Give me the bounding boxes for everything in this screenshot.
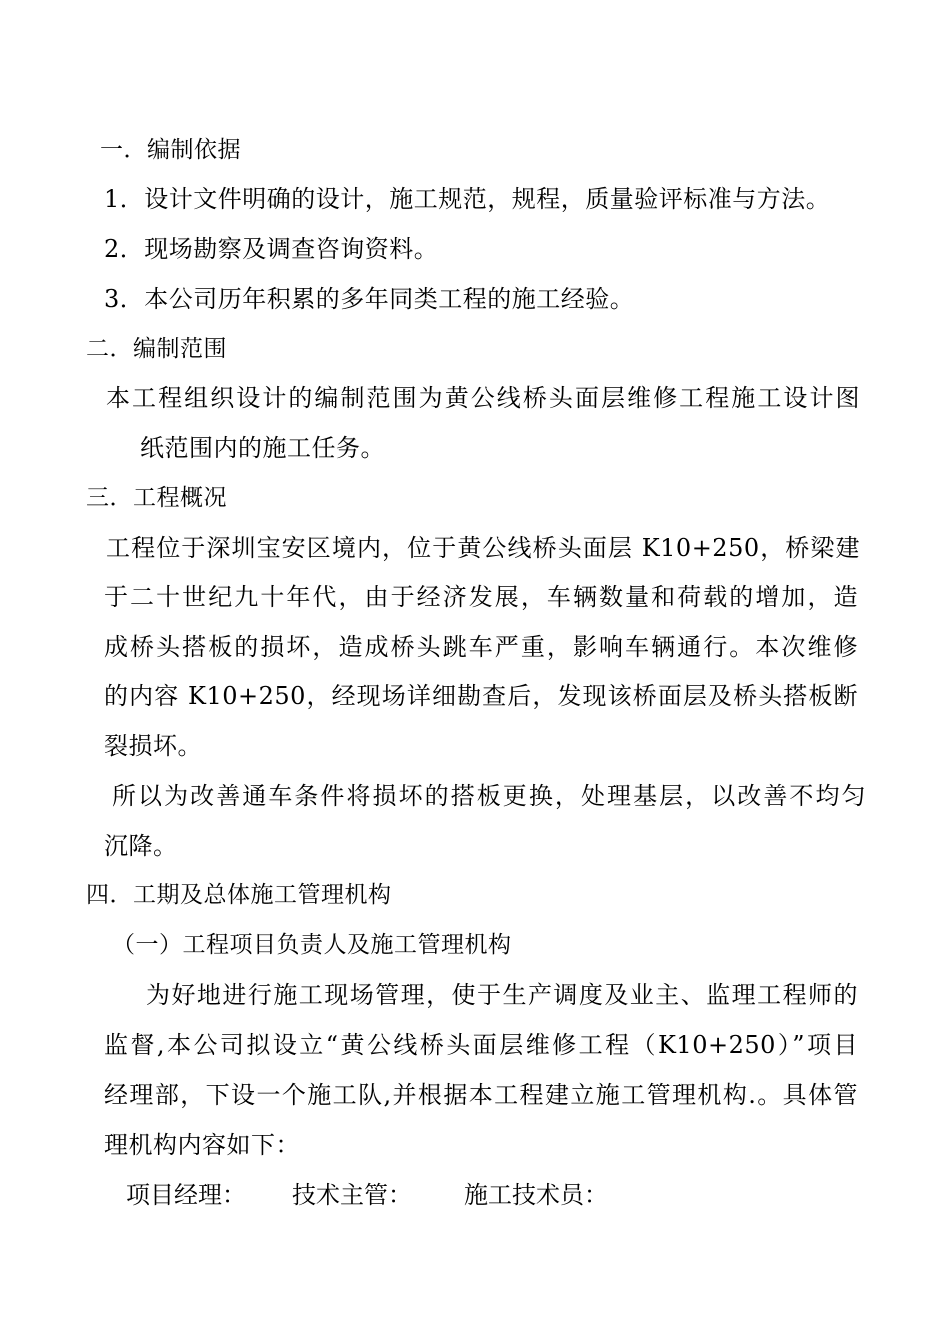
section-2-line-1: 本工程组织设计的编制范围为黄公线桥头面层维修工程施工设计图: [106, 384, 860, 412]
section-4-para-line-3: 经理部，下设一个施工队,并根据本工程建立施工管理机构.。具体管: [104, 1081, 858, 1109]
section-3-para-2-line-2: 沉降。: [104, 832, 178, 860]
section-2-line-2: 纸范围内的施工任务。: [140, 434, 385, 462]
section-1-item-3: 3．本公司历年积累的多年同类工程的施工经验。: [104, 285, 635, 313]
section-4-heading: 四．工期及总体施工管理机构: [86, 882, 392, 908]
section-4-para-line-1: 为好地进行施工现场管理，使于生产调度及业主、监理工程师的: [146, 981, 858, 1009]
section-3-para-1-line-3: 成桥头搭板的损坏，造成桥头跳车严重，影响车辆通行。本次维修: [104, 633, 858, 661]
section-4-subheading: （一）工程项目负责人及施工管理机构: [112, 932, 512, 958]
section-4-para-line-2: 监督,本公司拟设立“黄公线桥头面层维修工程（K10+250）”项目: [104, 1031, 858, 1059]
section-3-para-2-line-1: 所以为改善通车条件将损坏的搭板更换，处理基层，以改善不均匀: [112, 782, 866, 810]
section-4-para-line-4: 理机构内容如下：: [104, 1131, 300, 1159]
section-1-heading: 一．编制依据: [100, 137, 241, 163]
section-1-item-2: 2．现场勘察及调查咨询资料。: [104, 235, 439, 263]
staff-label-technical-supervisor: 技术主管：: [292, 1181, 412, 1209]
staff-label-construction-technician: 施工技术员：: [464, 1181, 608, 1209]
section-3-para-1-line-5: 裂损坏。: [104, 732, 202, 760]
section-3-para-1-line-2: 于二十世纪九十年代，由于经济发展，车辆数量和荷载的增加，造: [104, 583, 858, 611]
section-3-para-1-line-1: 工程位于深圳宝安区境内，位于黄公线桥头面层 K10+250，桥梁建: [106, 534, 860, 562]
section-2-heading: 二．编制范围: [86, 336, 227, 362]
staff-label-project-manager: 项目经理：: [126, 1181, 246, 1209]
section-3-para-1-line-4: 的内容 K10+250，经现场详细勘查后，发现该桥面层及桥头搭板断: [104, 682, 858, 710]
section-3-heading: 三．工程概况: [86, 485, 227, 511]
section-1-item-1: 1．设计文件明确的设计，施工规范，规程，质量验评标准与方法。: [104, 185, 831, 213]
